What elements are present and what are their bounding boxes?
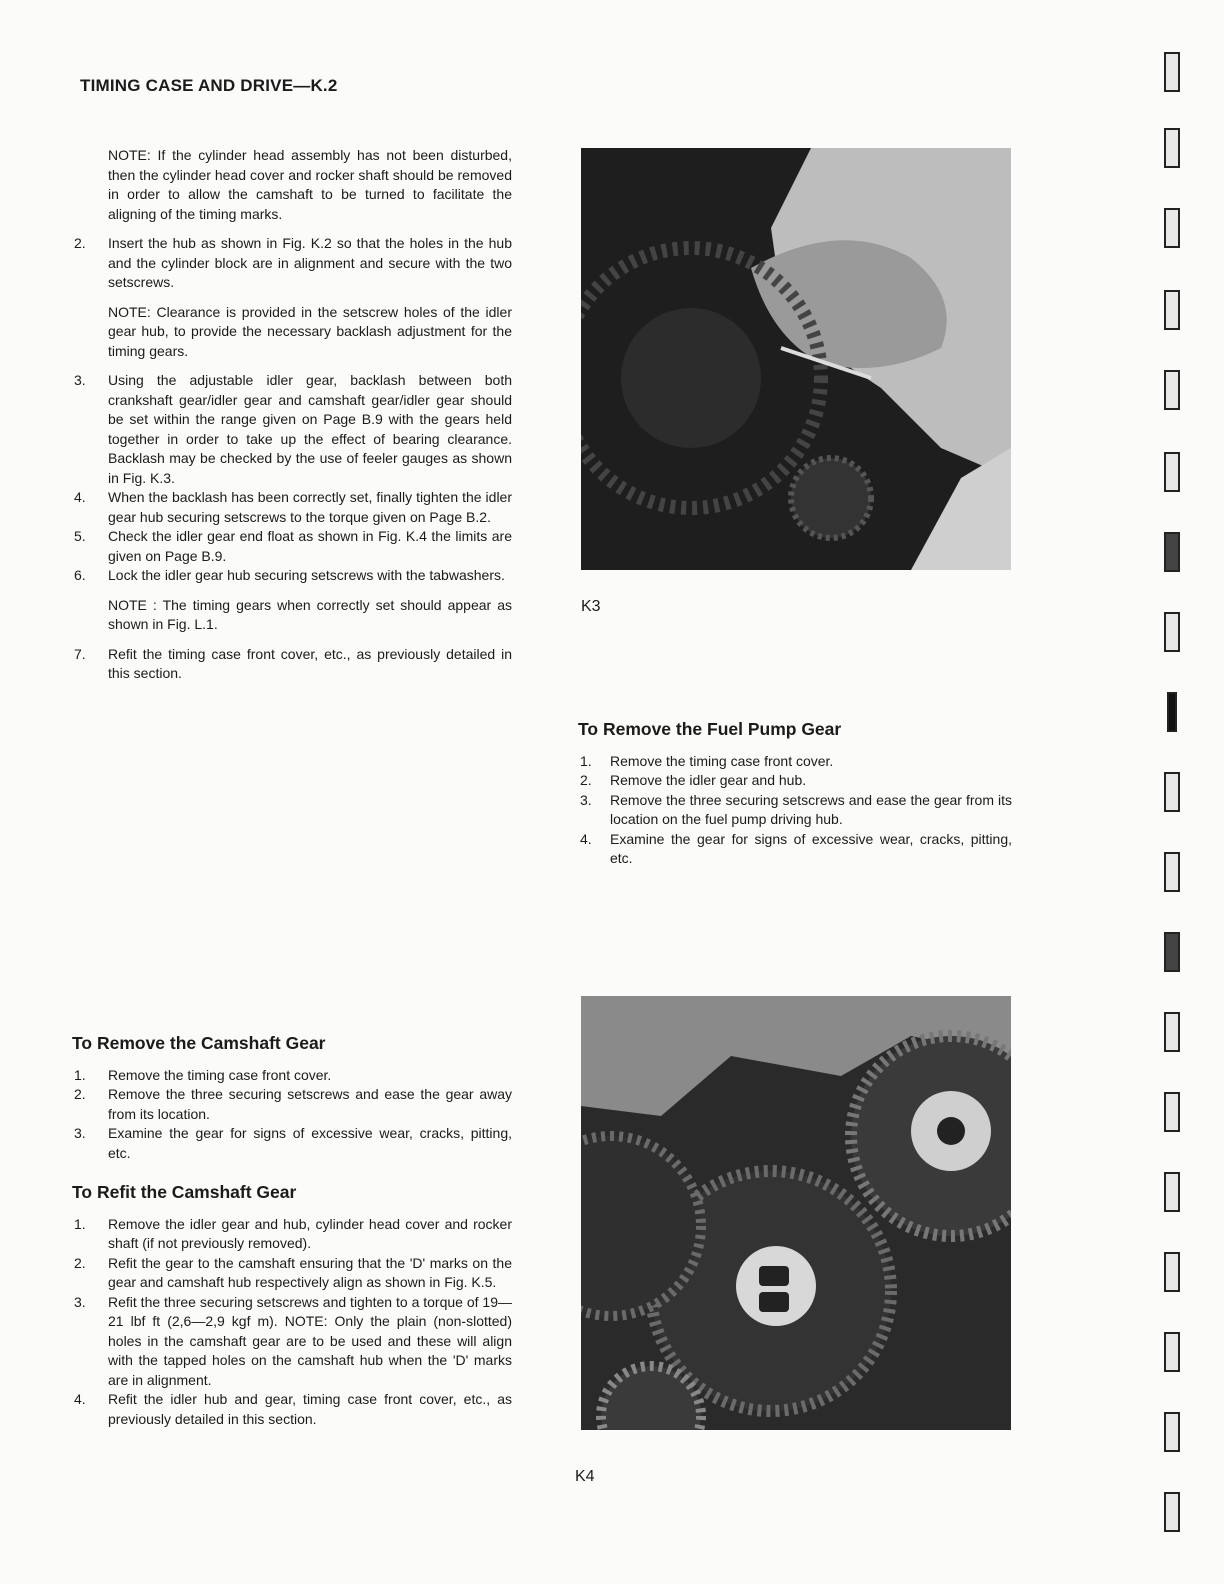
- list-item: [72, 1066, 512, 1086]
- figure-k3-photo: [581, 148, 1011, 570]
- step-number: 2.: [580, 772, 592, 788]
- list-item: [578, 830, 1012, 869]
- step-number: 6.: [74, 567, 86, 583]
- step-text: When the backlash has been correctly set, finally tighten the idler gear hub securing setscrews to the torque given on Page B.2.: [108, 489, 512, 525]
- section-tab-mark: [1164, 290, 1180, 330]
- step-number: 4.: [580, 830, 592, 847]
- section-tab-mark-current: [1167, 692, 1177, 732]
- section-tab-mark: [1164, 1492, 1180, 1532]
- list-item: [72, 488, 512, 527]
- heading-remove-fuel-pump-gear: To Remove the Fuel Pump Gear: [578, 719, 842, 739]
- step-number: 3.: [580, 791, 592, 808]
- section-tab-mark: [1164, 1172, 1180, 1212]
- section-tab-mark: [1164, 370, 1180, 410]
- list-item: [72, 1293, 512, 1391]
- heading-refit-camshaft-gear: To Refit the Camshaft Gear: [72, 1182, 297, 1202]
- section-tab-mark: [1164, 1412, 1180, 1452]
- left-column-bottom: [72, 1034, 512, 1429]
- list-item: [72, 371, 512, 488]
- figure-k4-caption: K4: [575, 1468, 595, 1485]
- gear-train-photo-illustration: [581, 996, 1011, 1430]
- step-text: Refit the three securing setscrews and tighten to a torque of 19—21 lbf ft (2,6—2,9 kgf m). NOTE: Only the plain (non-slotted) holes in the camshaft gear are to be used and these will align with the tapped holes on the camshaft hub when the 'D' marks are in alignment.: [108, 1293, 512, 1388]
- step-text: Insert the hub as shown in Fig. K.2 so that the holes in the hub and the cylinder block are in alignment and secure with the two setscrews.: [108, 235, 512, 290]
- list-item: [578, 791, 1012, 830]
- step-text: Examine the gear for signs of excessive wear, cracks, pitting, etc.: [610, 830, 1012, 866]
- section-tab-mark: [1164, 1332, 1180, 1372]
- left-column-top: [72, 146, 512, 684]
- step-number: 1.: [580, 752, 592, 769]
- feeler-gauge-photo-illustration: [581, 148, 1011, 570]
- step-text: Lock the idler gear hub securing setscrews with the tabwashers.: [108, 567, 505, 583]
- section-tab-mark: [1164, 612, 1180, 652]
- step-text: Remove the three securing setscrews and ease the gear from its location on the fuel pump driving hub.: [610, 791, 1012, 827]
- step-text: Refit the gear to the camshaft ensuring that the 'D' marks on the gear and camshaft hub respectively align as shown in Fig. K.5.: [108, 1254, 512, 1290]
- section-tab-mark: [1164, 52, 1180, 92]
- step-number: 7.: [74, 645, 86, 662]
- step-text: Remove the idler gear and hub, cylinder head cover and rocker shaft (if not previously removed).: [108, 1215, 512, 1251]
- list-item: [72, 1254, 512, 1293]
- section-tab-mark: [1164, 452, 1180, 492]
- list-item: [578, 771, 1012, 791]
- step-text: Refit the timing case front cover, etc., as previously detailed in this section.: [108, 645, 512, 681]
- section-tab-mark: [1164, 772, 1180, 812]
- note-cylinder-head: NOTE: If the cylinder head assembly has not been disturbed, then the cylinder head cover and rocker shaft should be removed in order to allow the camshaft to be turned to facilitate the aligning of the timing marks.: [108, 147, 512, 222]
- section-tab-mark: [1164, 852, 1180, 892]
- section-tab-mark: [1164, 128, 1180, 168]
- list-item: [72, 1215, 512, 1254]
- step-number: 4.: [74, 489, 86, 505]
- step-text: Remove the idler gear and hub.: [610, 772, 807, 788]
- step-number: 1.: [74, 1215, 86, 1232]
- step-text: Using the adjustable idler gear, backlash between both crankshaft gear/idler gear and camshaft gear/idler gear should be set within the range given on Page B.9 with the gears held together in order to take up the effect of bearing clearance. Backlash may be checked by the use of feeler gauges as shown in Fig. K.3.: [108, 372, 512, 486]
- list-item: [72, 1085, 512, 1124]
- page-title: TIMING CASE AND DRIVE—K.2: [80, 76, 338, 95]
- section-tab-mark: [1164, 1012, 1180, 1052]
- section-tab-mark: [1164, 1092, 1180, 1132]
- step-number: 3.: [74, 372, 86, 388]
- step-number: 1.: [74, 1066, 86, 1083]
- step-number: 3.: [74, 1293, 86, 1310]
- step-text: Remove the timing case front cover.: [610, 752, 834, 769]
- figure-k3-caption: K3: [581, 598, 601, 615]
- list-item: [72, 566, 512, 586]
- step-text: Remove the three securing setscrews and ease the gear away from its location.: [108, 1086, 512, 1122]
- step-number: 2.: [74, 1086, 86, 1102]
- section-tab-mark: [1164, 932, 1180, 972]
- step-number: 5.: [74, 528, 86, 544]
- note-timing-gears: NOTE : The timing gears when correctly set should appear as shown in Fig. L.1.: [108, 596, 512, 632]
- step-text: Remove the timing case front cover.: [108, 1066, 332, 1083]
- section-tab-mark: [1164, 208, 1180, 248]
- step-number: 4.: [74, 1391, 86, 1407]
- step-text: Examine the gear for signs of excessive wear, cracks, pitting, etc.: [108, 1125, 512, 1161]
- section-tab-mark: [1164, 1252, 1180, 1292]
- step-number: 3.: [74, 1125, 86, 1141]
- heading-remove-camshaft-gear: To Remove the Camshaft Gear: [72, 1033, 326, 1053]
- step-text: Check the idler gear end float as shown in Fig. K.4 the limits are given on Page B.9.: [108, 528, 512, 564]
- step-number: 2.: [74, 1254, 86, 1271]
- note-clearance: NOTE: Clearance is provided in the setscrew holes of the idler gear hub, to provide the necessary backlash adjustment for the timing gears.: [108, 303, 512, 359]
- list-item: [578, 752, 1012, 772]
- right-column-fuel-pump: [578, 720, 1012, 869]
- section-tab-mark: [1164, 532, 1180, 572]
- list-item: [72, 645, 512, 684]
- step-number: 2.: [74, 235, 86, 251]
- list-item: [72, 527, 512, 566]
- list-item: [72, 1390, 512, 1429]
- list-item: [72, 1124, 512, 1163]
- figure-k4-photo: [581, 996, 1011, 1430]
- step-text: Refit the idler hub and gear, timing case front cover, etc., as previously detailed in this section.: [108, 1391, 512, 1427]
- list-item: [72, 234, 512, 293]
